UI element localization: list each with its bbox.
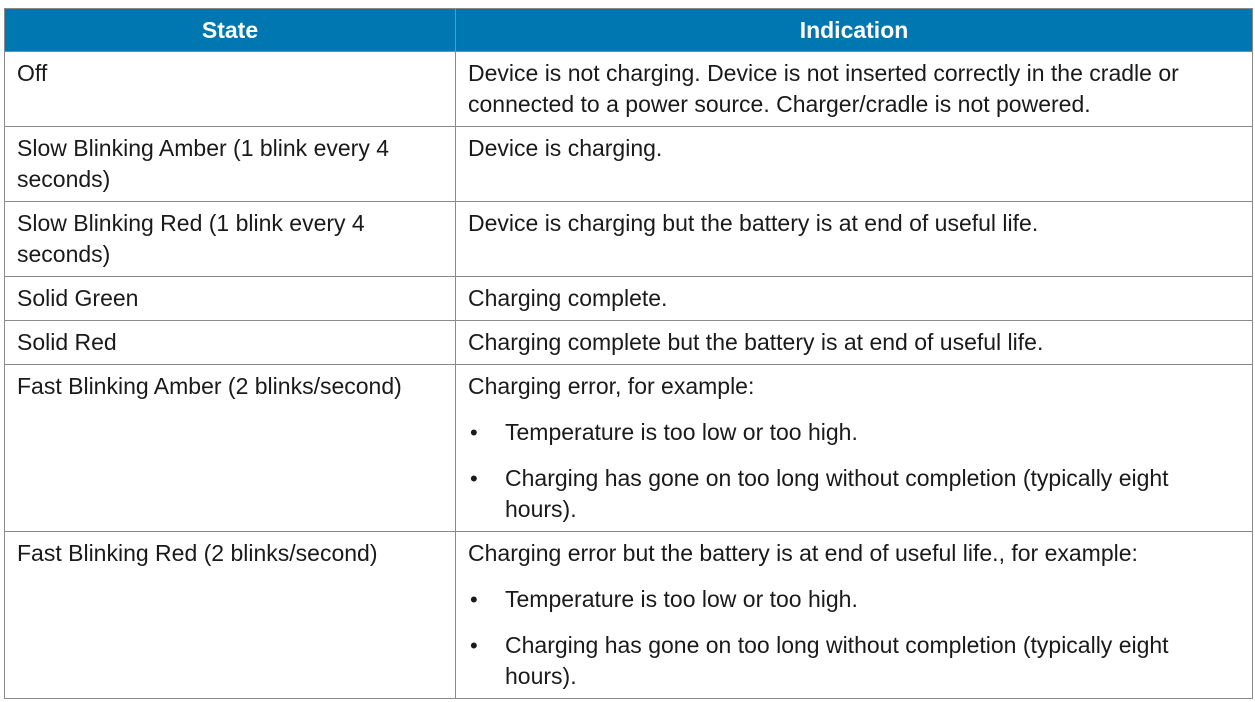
state-cell: Slow Blinking Red (1 blink every 4 seconds) (5, 202, 456, 277)
state-cell: Solid Green (5, 277, 456, 321)
table-row (5, 127, 1253, 202)
table-row (5, 365, 1253, 532)
bullet-icon: • (470, 587, 478, 612)
indication-cell (456, 532, 1253, 699)
table-row (5, 52, 1253, 127)
bullet-text: Temperature is too low or too high. (505, 586, 858, 612)
indication-cell: Device is not charging. Device is not inserted correctly in the cradle or connected to a power source. Charger/cradle is not powered. (456, 52, 1253, 127)
state-cell: Off (5, 52, 456, 127)
indication-text: Charging error but the battery is at end of useful life., for example: (468, 540, 1138, 566)
indication-cell: Charging complete. (456, 277, 1253, 321)
bullet-text: Temperature is too low or too high. (505, 419, 858, 445)
indication-text: Charging error, for example: (468, 373, 755, 399)
bullet-text: Charging has gone on too long without completion (typically eight hours). (505, 632, 1169, 689)
bullet-icon: • (470, 466, 478, 491)
bullet-text: Charging has gone on too long without completion (typically eight hours). (505, 465, 1169, 522)
led-indicator-table (4, 8, 1253, 699)
bullet-list (468, 584, 1240, 692)
table-row (5, 202, 1253, 277)
table-row (5, 532, 1253, 699)
table-row (5, 321, 1253, 365)
header-row (5, 9, 1253, 52)
indication-cell: Charging complete but the battery is at end of useful life. (456, 321, 1253, 365)
state-cell: Fast Blinking Amber (2 blinks/second) (5, 365, 456, 532)
bullet-item (468, 463, 1240, 525)
indication-cell: Device is charging but the battery is at end of useful life. (456, 202, 1253, 277)
bullet-item (468, 417, 1240, 448)
bullet-icon: • (470, 420, 478, 445)
header-state: State (5, 9, 456, 52)
bullet-list (468, 417, 1240, 525)
indication-cell: Device is charging. (456, 127, 1253, 202)
table-row (5, 277, 1253, 321)
state-cell: Slow Blinking Amber (1 blink every 4 seconds) (5, 127, 456, 202)
header-indication: Indication (456, 9, 1253, 52)
state-cell: Solid Red (5, 321, 456, 365)
state-cell: Fast Blinking Red (2 blinks/second) (5, 532, 456, 699)
bullet-item (468, 630, 1240, 692)
bullet-icon: • (470, 633, 478, 658)
indication-cell (456, 365, 1253, 532)
bullet-item (468, 584, 1240, 615)
